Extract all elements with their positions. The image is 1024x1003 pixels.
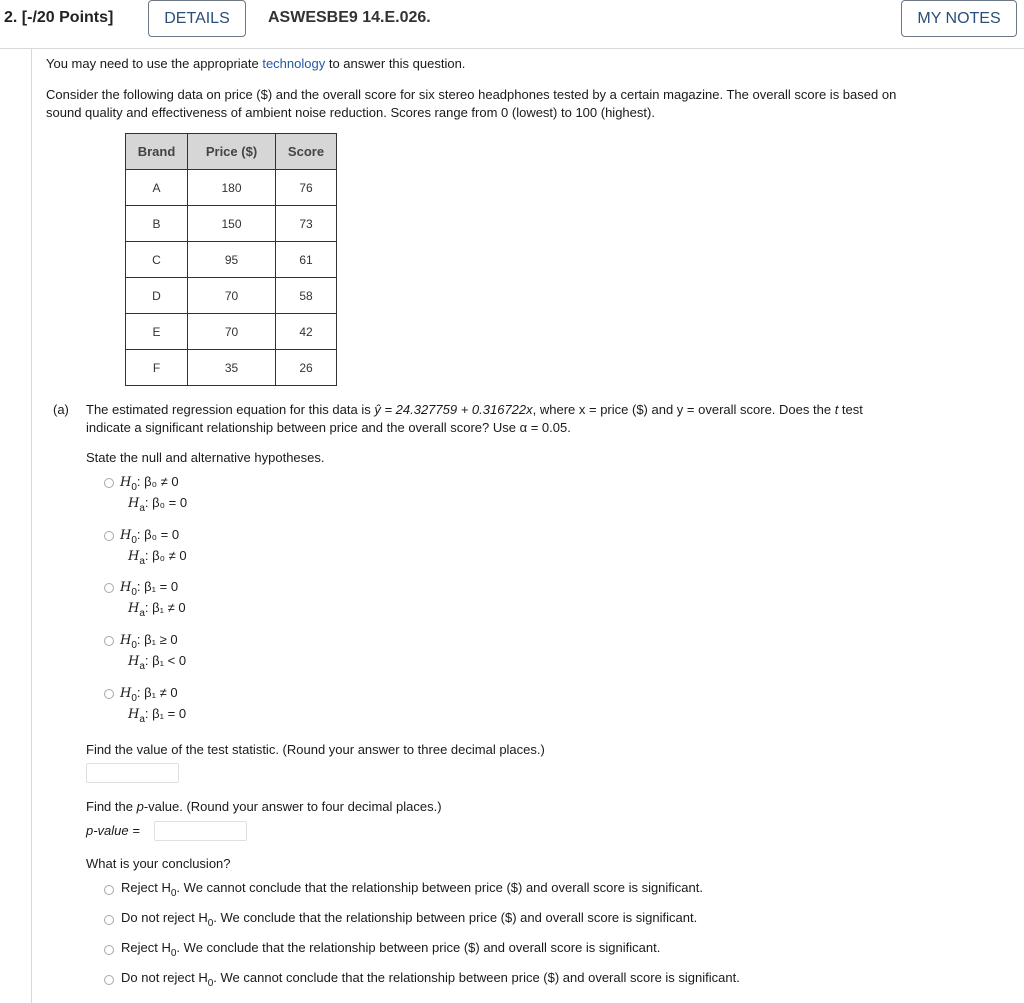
hypothesis-h0: $H_0$: β₁ ≠ 0	[120, 685, 178, 704]
p-symbol: p	[136, 799, 144, 814]
cell-score: 61	[276, 242, 337, 278]
hypothesis-ha: $H_a$: β₁ ≠ 0	[128, 600, 186, 619]
conclusion-option: Do not reject $H_0$. We conclude that the relationship between price ($) and overall score is significant.	[121, 910, 698, 929]
hypothesis-h0: $H_0$: β₀ ≠ 0	[120, 474, 179, 493]
details-button[interactable]: DETAILS	[148, 0, 246, 37]
header-score: Score	[276, 134, 337, 170]
hypothesis-ha: $H_a$: β₁ < 0	[128, 653, 187, 672]
part-a-text: test	[838, 402, 863, 417]
hypothesis-radio-1[interactable]	[104, 478, 114, 488]
table-header-row	[126, 134, 337, 170]
h0-value: β₀ = 0	[144, 527, 180, 542]
table-row	[126, 278, 337, 314]
conclusion-text: We conclude that the relationship between price ($) and overall score is significant.	[216, 910, 698, 925]
ha-value: β₀ = 0	[152, 495, 188, 510]
conclusion-action: Reject H	[121, 880, 171, 895]
hypothesis-radio-3[interactable]	[104, 583, 114, 593]
h0-value: β₀ ≠ 0	[144, 474, 179, 489]
question-header	[0, 0, 1024, 49]
part-a-text: y = overall score. Does the	[676, 402, 835, 417]
technology-link[interactable]: technology	[262, 56, 326, 71]
cell-brand: B	[126, 206, 188, 242]
intro-suffix: to answer this question.	[325, 56, 466, 71]
my-notes-button[interactable]: MY NOTES	[901, 0, 1017, 37]
table-row	[126, 314, 337, 350]
conclusion-radio-3[interactable]	[104, 945, 114, 955]
pvalue-prompt-text: Find the	[86, 799, 137, 814]
header-brand: Brand	[126, 134, 188, 170]
cell-score: 26	[276, 350, 337, 386]
test-statistic-input[interactable]	[86, 763, 179, 783]
part-a-text: , where	[532, 402, 579, 417]
cell-price: 70	[188, 278, 276, 314]
cell-score: 73	[276, 206, 337, 242]
cell-price: 35	[188, 350, 276, 386]
cell-price: 95	[188, 242, 276, 278]
conclusion-text: We conclude that the relationship between price ($) and overall score is significant.	[180, 940, 661, 955]
table-row	[126, 350, 337, 386]
cell-brand: E	[126, 314, 188, 350]
intro-prefix: You may need to use the appropriate	[46, 56, 263, 71]
question-code: ASWESBE9 14.E.026.	[268, 9, 431, 26]
part-a-text: x = price ($) and	[578, 402, 677, 417]
pvalue-label: p-value =	[86, 823, 140, 838]
hypothesis-ha: $H_a$: β₀ ≠ 0	[128, 548, 187, 567]
part-a-line2: indicate a significant relationship between price and the overall score? Use α = 0.05.	[86, 420, 571, 435]
cell-score: 76	[276, 170, 337, 206]
hypothesis-h0: $H_0$: β₁ ≥ 0	[120, 632, 178, 651]
part-a-line1	[86, 402, 863, 417]
hypothesis-radio-2[interactable]	[104, 531, 114, 541]
conclusion-option: Reject $H_0$. We conclude that the relationship between price ($) and overall score is significant.	[121, 940, 661, 959]
part-a-label: (a)	[53, 402, 69, 417]
data-table	[125, 133, 337, 386]
conclusion-prompt: What is your conclusion?	[86, 856, 231, 871]
regression-equation: ŷ = 24.327759 + 0.316722x	[374, 402, 533, 417]
table-row	[126, 206, 337, 242]
hypothesis-radio-4[interactable]	[104, 636, 114, 646]
conclusion-radio-1[interactable]	[104, 885, 114, 895]
cell-brand: F	[126, 350, 188, 386]
hypothesis-h0: $H_0$: β₀ = 0	[120, 527, 180, 546]
conclusion-action: Do not reject H	[121, 910, 208, 925]
pvalue-input[interactable]	[154, 821, 247, 841]
ha-value: β₁ ≠ 0	[152, 600, 186, 615]
conclusion-option: Reject $H_0$. We cannot conclude that the relationship between price ($) and overall score is significant.	[121, 880, 703, 899]
h0-value: β₁ ≥ 0	[144, 632, 178, 647]
h0-value: β₁ ≠ 0	[144, 685, 178, 700]
cell-brand: D	[126, 278, 188, 314]
hypothesis-ha: $H_a$: β₁ = 0	[128, 706, 187, 725]
ha-value: β₀ ≠ 0	[152, 548, 187, 563]
test-statistic-prompt: Find the value of the test statistic. (Round your answer to three decimal places.)	[86, 742, 545, 757]
ha-value: β₁ = 0	[152, 706, 187, 721]
cell-score: 42	[276, 314, 337, 350]
pvalue-prompt-text: -value. (Round your answer to four decimal places.)	[143, 799, 442, 814]
conclusion-option: Do not reject $H_0$. We cannot conclude that the relationship between price ($) and overall score is significant.	[121, 970, 740, 989]
conclusion-text: We cannot conclude that the relationship between price ($) and overall score is significant.	[180, 880, 703, 895]
h0-value: β₁ = 0	[144, 579, 179, 594]
t-symbol: t	[834, 402, 839, 417]
cell-price: 150	[188, 206, 276, 242]
header-price: Price ($)	[188, 134, 276, 170]
left-divider	[31, 49, 32, 1003]
question-number: 2. [-/20 Points]	[4, 9, 114, 26]
hypotheses-prompt: State the null and alternative hypotheses.	[86, 450, 325, 465]
table-row	[126, 242, 337, 278]
pvalue-prompt	[86, 799, 442, 814]
description-line2: sound quality and effectiveness of ambient noise reduction. Scores range from 0 (lowest) to 100 (highest).	[46, 105, 655, 120]
description-line1: Consider the following data on price ($) and the overall score for six stereo headphones tested by a certain magazine. The overall score is based on	[46, 87, 897, 102]
cell-brand: C	[126, 242, 188, 278]
conclusion-text: We cannot conclude that the relationship between price ($) and overall score is significant.	[216, 970, 740, 985]
conclusion-action: Reject H	[121, 940, 171, 955]
conclusion-radio-2[interactable]	[104, 915, 114, 925]
ha-value: β₁ < 0	[152, 653, 187, 668]
conclusion-radio-4[interactable]	[104, 975, 114, 985]
table-row	[126, 170, 337, 206]
intro-text	[46, 56, 465, 71]
hypothesis-ha: $H_a$: β₀ = 0	[128, 495, 188, 514]
cell-score: 58	[276, 278, 337, 314]
part-a-text: The estimated regression equation for this data is	[86, 402, 375, 417]
cell-brand: A	[126, 170, 188, 206]
cell-price: 180	[188, 170, 276, 206]
hypothesis-h0: $H_0$: β₁ = 0	[120, 579, 179, 598]
hypothesis-radio-5[interactable]	[104, 689, 114, 699]
conclusion-action: Do not reject H	[121, 970, 208, 985]
cell-price: 70	[188, 314, 276, 350]
